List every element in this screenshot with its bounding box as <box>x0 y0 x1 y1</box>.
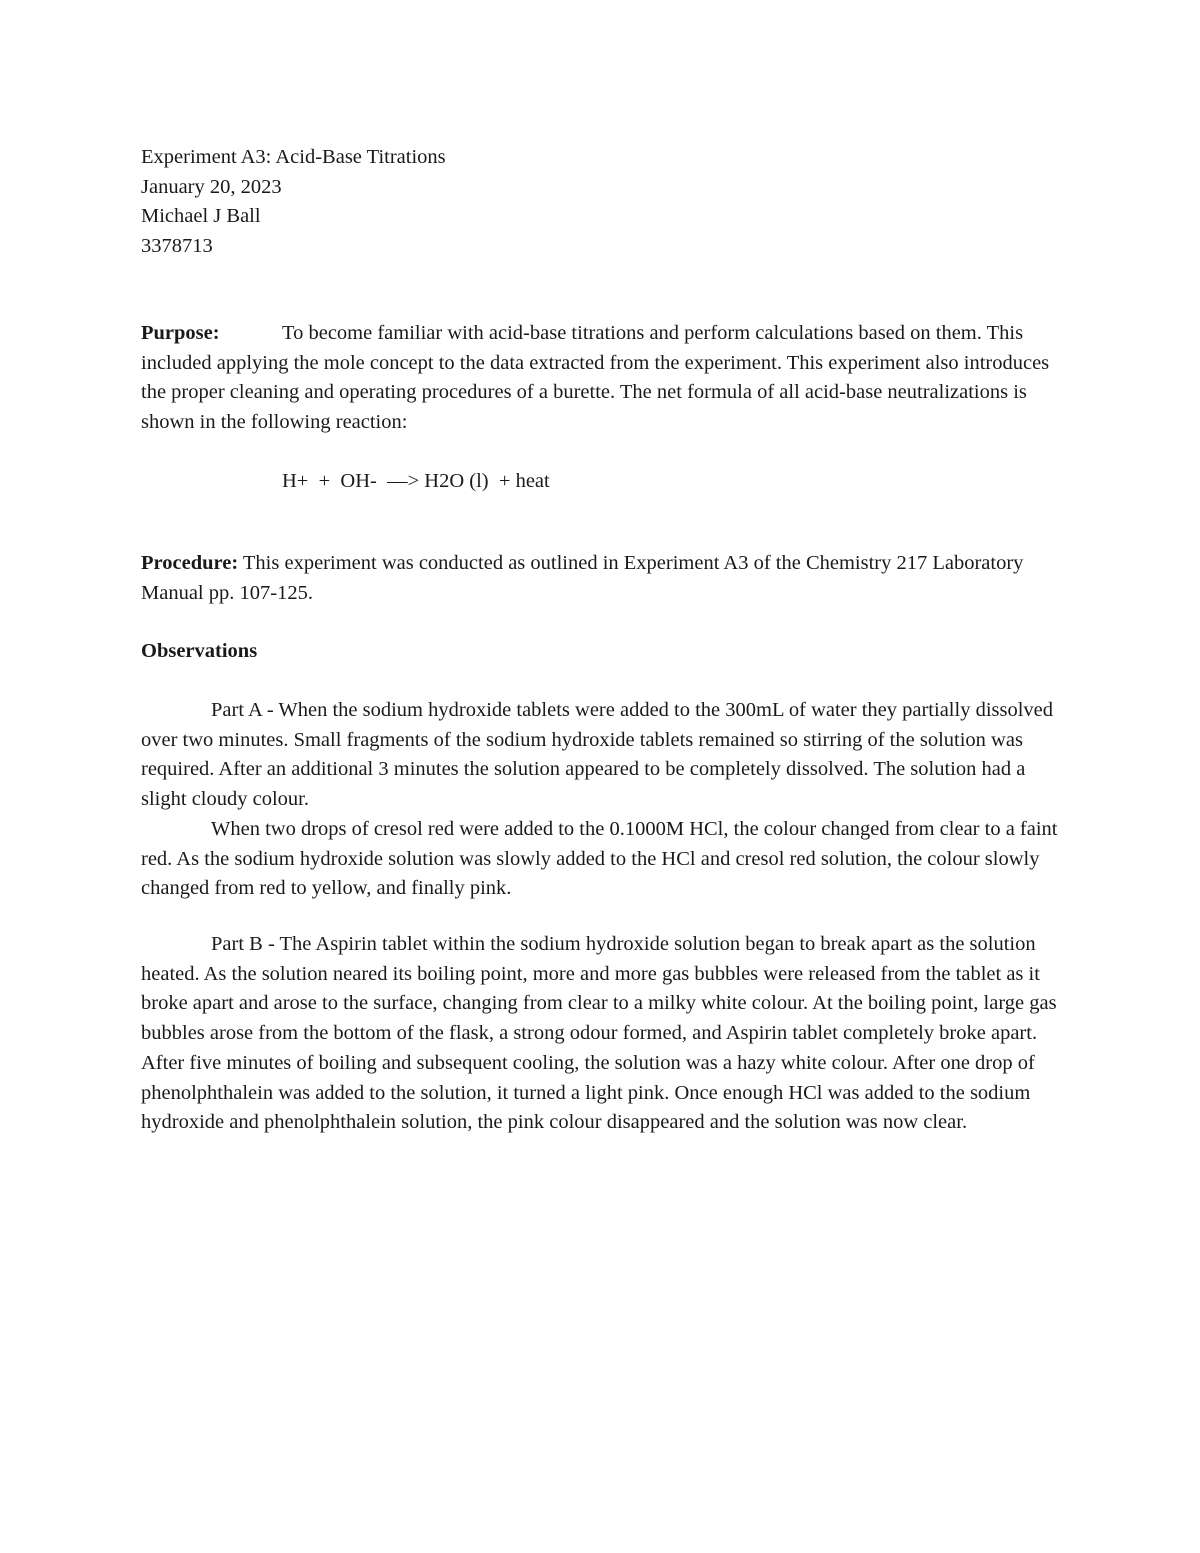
part-b-section <box>141 930 1066 1138</box>
part-b-paragraph: Part B - The Aspirin tablet within the sodium hydroxide solution began to break apart as the solution heated. As the solution neared its boiling point, more and more gas bubbles were released from the tablet as it broke apart and arose to the surface, changing from clear to a milky white colour. At the boiling point, large gas bubbles arose from the bottom of the flask, a strong odour formed, and Aspirin tablet completely broke apart. After five minutes of boiling and subsequent cooling, the solution was a hazy white colour. After one drop of phenolphthalein was added to the solution, it turned a light pink. Once enough HCl was added to the sodium hydroxide and phenolphthalein solution, the pink colour disappeared and the solution was now clear. <box>141 933 1057 1134</box>
observations-heading: Observations <box>141 640 258 662</box>
student-id: 3378713 <box>141 235 213 258</box>
procedure-text: This experiment was conducted as outlined in Experiment A3 of the Chemistry 217 Laboratory Manual pp. 107-125. <box>141 552 1024 604</box>
purpose-text: To become familiar with acid-base titrations and perform calculations based on them. This included applying the mole concept to the data extracted from the experiment. This experiment also introduces the proper cleaning and operating procedures of a burette. The net formula of all acid-base neutralizations is shown in the following reaction: <box>141 322 1050 434</box>
procedure-paragraph <box>141 549 1066 608</box>
part-a-section <box>141 696 1066 904</box>
purpose-label: Purpose: <box>141 322 220 344</box>
reaction-equation: H+ + OH- —> H2O (l) + heat <box>282 470 550 492</box>
purpose-section <box>141 319 1066 438</box>
document-title: Experiment A3: Acid-Base Titrations <box>141 146 446 168</box>
purpose-paragraph <box>141 319 1066 438</box>
part-a-paragraph-2: When two drops of cresol red were added to the 0.1000M HCl, the colour changed from clear to a faint red. As the sodium hydroxide solution was slowly added to the HCl and cresol red solution, the colour slowly changed from red to yellow, and finally pink. <box>141 817 1058 900</box>
procedure-label: Procedure: <box>141 552 239 574</box>
document-date: January 20, 2023 <box>141 175 282 198</box>
procedure-section <box>141 549 1066 608</box>
part-a-paragraph-1: Part A - When the sodium hydroxide tablets were added to the 300mL of water they partially dissolved over two minutes. Small fragments of the sodium hydroxide tablets remained so stirring of the solution was required. After an additional 3 minutes the solution appeared to be completely dissolved. The solution had a slight cloudy colour. <box>141 699 1054 811</box>
document-header <box>141 143 1071 262</box>
author-name: Michael J Ball <box>141 205 261 228</box>
